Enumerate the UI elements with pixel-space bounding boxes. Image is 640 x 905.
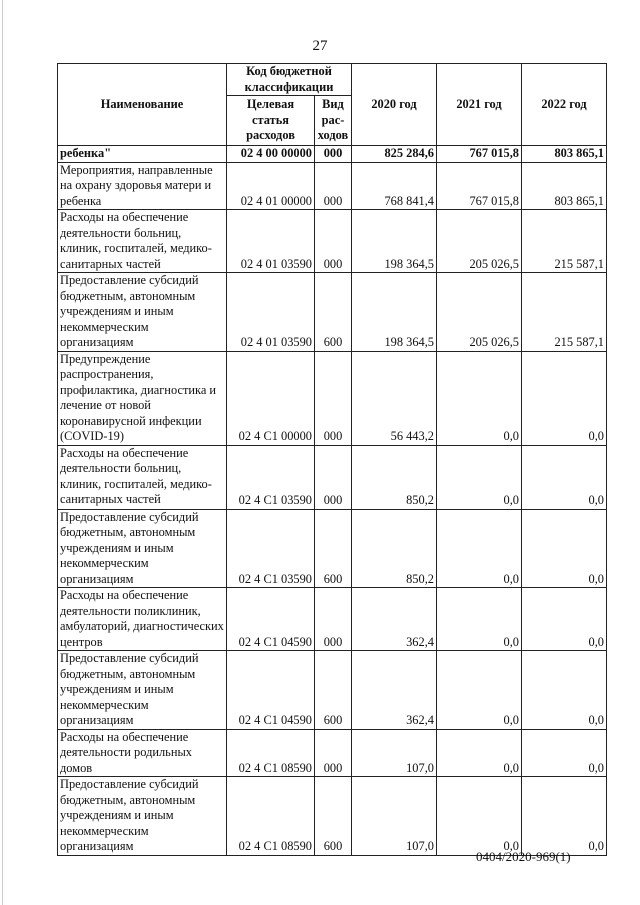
cell-name: ребенка" xyxy=(58,146,227,163)
cell-type: 000 xyxy=(315,588,352,651)
cell-type: 600 xyxy=(315,509,352,588)
cell-y2020: 362,4 xyxy=(352,588,437,651)
budget-table xyxy=(57,63,607,856)
cell-y2020: 825 284,6 xyxy=(352,146,437,163)
cell-y2022: 215 587,1 xyxy=(522,210,607,273)
header-type: Вид рас-ходов xyxy=(315,96,352,146)
document-code: 0404/2020-969(1) xyxy=(476,849,571,864)
table-row xyxy=(58,588,607,651)
header-2020: 2020 год xyxy=(352,64,437,146)
cell-y2020: 56 443,2 xyxy=(352,351,437,445)
cell-y2022: 803 865,1 xyxy=(522,146,607,163)
table-row xyxy=(58,210,607,273)
cell-y2022: 0,0 xyxy=(522,351,607,445)
header-2022: 2022 год xyxy=(522,64,607,146)
table-row xyxy=(58,509,607,588)
table-row xyxy=(58,162,607,210)
cell-code: 02 4 C1 08590 xyxy=(227,777,315,856)
cell-y2020: 198 364,5 xyxy=(352,273,437,352)
cell-code: 02 4 C1 03590 xyxy=(227,509,315,588)
cell-code: 02 4 C1 03590 xyxy=(227,445,315,509)
cell-y2020: 198 364,5 xyxy=(352,210,437,273)
table-row xyxy=(58,729,607,777)
cell-y2021: 0,0 xyxy=(437,351,522,445)
cell-name: Расходы на обеспечение деятельности поликлиник, амбулаторий, диагностических центров xyxy=(58,588,227,651)
cell-name: Предоставление субсидий бюджетным, автономным учреждениям и иным некоммерческим организациям xyxy=(58,651,227,730)
cell-y2020: 768 841,4 xyxy=(352,162,437,210)
cell-type: 600 xyxy=(315,777,352,856)
cell-name: Расходы на обеспечение деятельности больниц, клиник, госпиталей, медико-санитарных частей xyxy=(58,445,227,509)
cell-code: 02 4 01 00000 xyxy=(227,162,315,210)
cell-type: 000 xyxy=(315,162,352,210)
cell-name: Мероприятия, направленные на охрану здоровья матери и ребенка xyxy=(58,162,227,210)
cell-code: 02 4 01 03590 xyxy=(227,273,315,352)
cell-y2020: 850,2 xyxy=(352,445,437,509)
cell-code: 02 4 C1 00000 xyxy=(227,351,315,445)
cell-type: 000 xyxy=(315,146,352,163)
table-row xyxy=(58,351,607,445)
page-number: 27 xyxy=(312,38,328,54)
cell-name: Расходы на обеспечение деятельности родильных домов xyxy=(58,729,227,777)
cell-code: 02 4 00 00000 xyxy=(227,146,315,163)
cell-code: 02 4 01 03590 xyxy=(227,210,315,273)
cell-y2022: 0,0 xyxy=(522,445,607,509)
header-code-group: Код бюджетной классификации xyxy=(227,64,352,96)
cell-y2021: 0,0 xyxy=(437,777,522,856)
cell-y2021: 0,0 xyxy=(437,588,522,651)
cell-y2020: 107,0 xyxy=(352,777,437,856)
cell-y2021: 0,0 xyxy=(437,445,522,509)
cell-y2021: 767 015,8 xyxy=(437,146,522,163)
cell-code: 02 4 C1 04590 xyxy=(227,588,315,651)
table-row xyxy=(58,146,607,163)
table-body xyxy=(58,146,607,856)
cell-type: 000 xyxy=(315,445,352,509)
cell-y2021: 205 026,5 xyxy=(437,210,522,273)
cell-name: Предоставление субсидий бюджетным, автономным учреждениям и иным некоммерческим организациям xyxy=(58,509,227,588)
header-name: Наименование xyxy=(58,64,227,146)
cell-code: 02 4 C1 04590 xyxy=(227,651,315,730)
cell-y2022: 0,0 xyxy=(522,509,607,588)
cell-type: 000 xyxy=(315,729,352,777)
cell-type: 000 xyxy=(315,351,352,445)
cell-type: 600 xyxy=(315,651,352,730)
cell-y2022: 0,0 xyxy=(522,651,607,730)
cell-y2021: 0,0 xyxy=(437,509,522,588)
cell-type: 600 xyxy=(315,273,352,352)
table-row xyxy=(58,273,607,352)
cell-type: 000 xyxy=(315,210,352,273)
cell-y2021: 205 026,5 xyxy=(437,273,522,352)
cell-y2022: 0,0 xyxy=(522,588,607,651)
cell-y2021: 0,0 xyxy=(437,729,522,777)
cell-y2022: 0,0 xyxy=(522,729,607,777)
cell-y2022: 0,0 xyxy=(522,777,607,856)
cell-name: Расходы на обеспечение деятельности больниц, клиник, госпиталей, медико-санитарных частей xyxy=(58,210,227,273)
cell-y2020: 850,2 xyxy=(352,509,437,588)
table-row xyxy=(58,445,607,509)
cell-name: Предупреждение распространения, профилактика, диагностика и лечение от новой коронавирусной инфекции (COVID-19) xyxy=(58,351,227,445)
cell-name: Предоставление субсидий бюджетным, автономным учреждениям и иным некоммерческим организациям xyxy=(58,777,227,856)
table-row xyxy=(58,651,607,730)
cell-y2021: 0,0 xyxy=(437,651,522,730)
cell-y2020: 362,4 xyxy=(352,651,437,730)
cell-y2022: 215 587,1 xyxy=(522,273,607,352)
header-target: Целевая статья расходов xyxy=(227,96,315,146)
cell-code: 02 4 C1 08590 xyxy=(227,729,315,777)
cell-name: Предоставление субсидий бюджетным, автономным учреждениям и иным некоммерческим организациям xyxy=(58,273,227,352)
cell-y2022: 803 865,1 xyxy=(522,162,607,210)
scan-edge-line xyxy=(2,0,3,905)
header-2021: 2021 год xyxy=(437,64,522,146)
table-row xyxy=(58,777,607,856)
cell-y2021: 767 015,8 xyxy=(437,162,522,210)
cell-y2020: 107,0 xyxy=(352,729,437,777)
